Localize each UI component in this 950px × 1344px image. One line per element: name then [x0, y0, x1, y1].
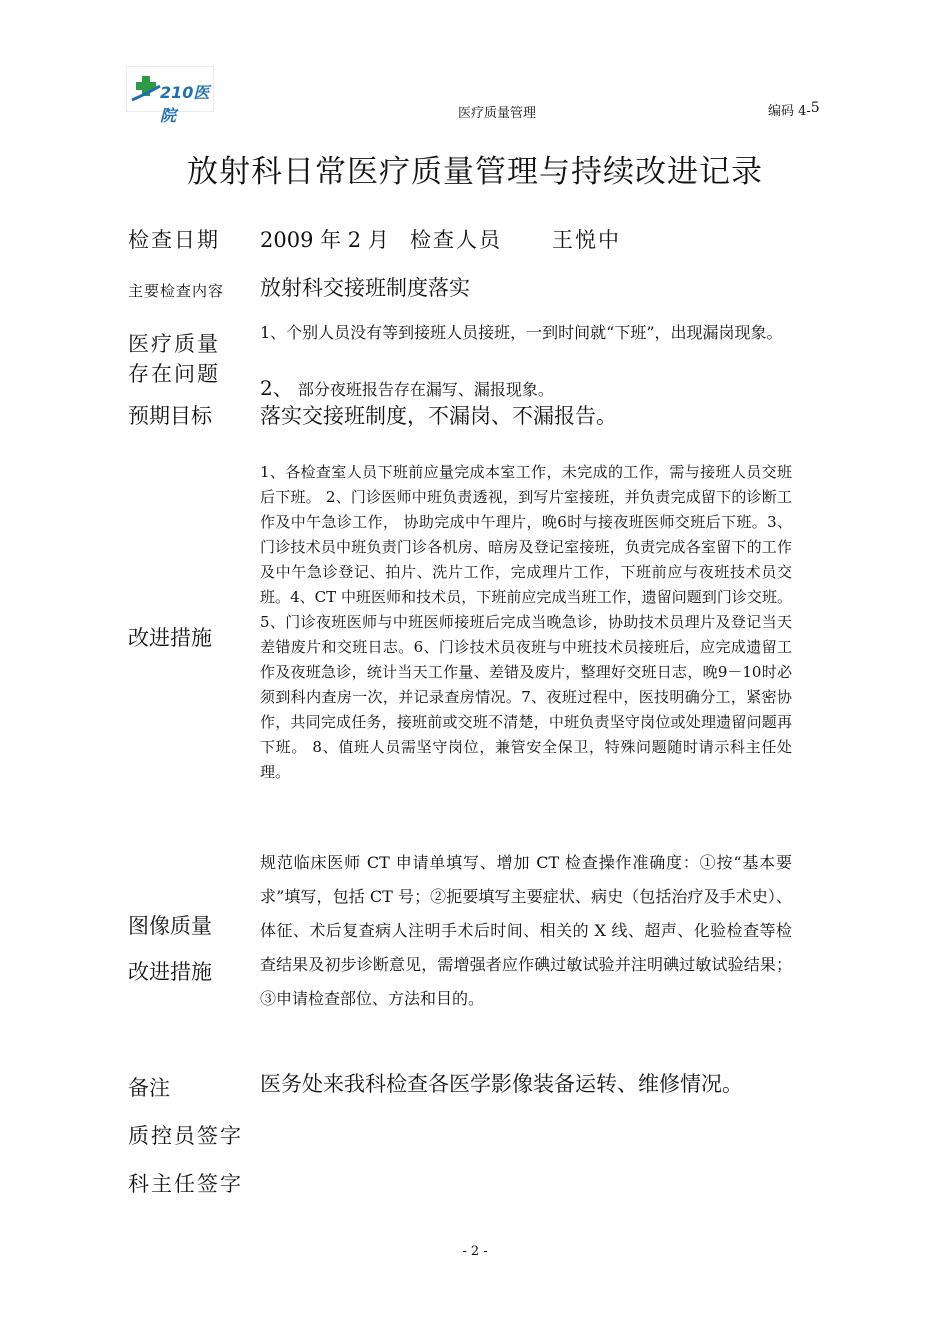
measure-label: 改进措施 — [128, 626, 212, 650]
date-label: 检查日期 — [128, 228, 220, 252]
doc-code-number: 5 — [810, 100, 820, 116]
hospital-logo — [126, 66, 214, 125]
page-title: 放射科日常医疗质量管理与持续改进记录 — [187, 154, 763, 190]
content-value: 放射科交接班制度落实 — [260, 276, 470, 300]
goal-label: 预期目标 — [128, 404, 212, 428]
image-label-1: 图像质量 — [128, 914, 212, 938]
inspector-label: 检查人员 — [410, 228, 502, 252]
image-label-2: 改进措施 — [128, 960, 212, 984]
issue-2-text: 部分夜班报告存在漏写、漏报现象。 — [297, 380, 554, 399]
issue-label-2: 存在问题 — [128, 362, 220, 386]
inspector-value: 王悦中 — [552, 228, 621, 252]
goal-value: 落实交接班制度，不漏岗、不漏报告。 — [260, 404, 617, 428]
issue-2-number: 2、 — [260, 376, 293, 400]
issue-1: 1、个别人员没有等到接班人员接班，一到时间就“下班”，出现漏岗现象。 — [260, 323, 783, 342]
measure-text: 1、各检查室人员下班前应量完成本室工作，未完成的工作，需与接班人员交班后下班。 2、门诊医师中班负责透视，到写片室接班，并负责完成留下的诊断工作及中午急诊工作， 协助完成中午理片，晚6时与接夜班医师交班后下班。3、门诊技术员中班负责门诊各机房、暗房及登记室接班，负责完成各室留下的工作及中午急诊登记、拍片、洗片工作，完成理片工作，下班前应与夜班技术员交班。4、CT 中班医师和技术员，下班前应完成当班工作，遗留问题到门诊交班。5、门诊夜班医师与中班医师接班后完成当晚急诊，协助技术员理片及登记当天差错废片和交班日志。6、门诊技术员夜班与中班技术员接班后，应完成遗留工作及夜班急诊，统计当天工作量、差错及废片，整理好交班日志，晚9－10时必须到科内查房一次，并记录查房情况。7、夜班过程中，医技明确分工，紧密协作，共同完成任务，接班前或交班不清楚，中班负责坚守岗位或处理遗留问题再下班。 8、值班人员需坚守岗位，兼管安全保卫，特殊问题随时请示科主任处理。 — [260, 463, 792, 781]
image-text: 规范临床医师 CT 申请单填写、增加 CT 检查操作准确度：①按“基本要求”填写，包括 CT 号；②扼要填写主要症状、病史（包括治疗及手术史）、体征、术后复查病人注明手术后时间、相关的 X 线、超声、化验检查等检查结果及初步诊断意见，需增强者应作碘过敏试验并注明碘过敏试验结果；③申请检查部位、方法和目的。 — [260, 853, 792, 1008]
content-label: 主要检查内容 — [128, 282, 225, 300]
logo-text: 210医院 — [160, 83, 210, 125]
page-number: - 2 - — [462, 1244, 488, 1259]
date-value: 2009 年 2 月 — [260, 228, 389, 252]
doc-code — [768, 100, 820, 119]
issue-label-1: 医疗质量 — [128, 332, 220, 356]
director-sign-label: 科主任签字 — [128, 1172, 243, 1196]
qc-sign-label: 质控员签字 — [128, 1124, 243, 1148]
remark-label: 备注 — [128, 1076, 170, 1100]
remark-value: 医务处来我科检查各医学影像装备运转、维修情况。 — [260, 1072, 743, 1096]
doc-code-label: 编码 4- — [768, 104, 811, 119]
issue-2 — [260, 372, 554, 401]
header-center: 医疗质量管理 — [458, 106, 537, 121]
